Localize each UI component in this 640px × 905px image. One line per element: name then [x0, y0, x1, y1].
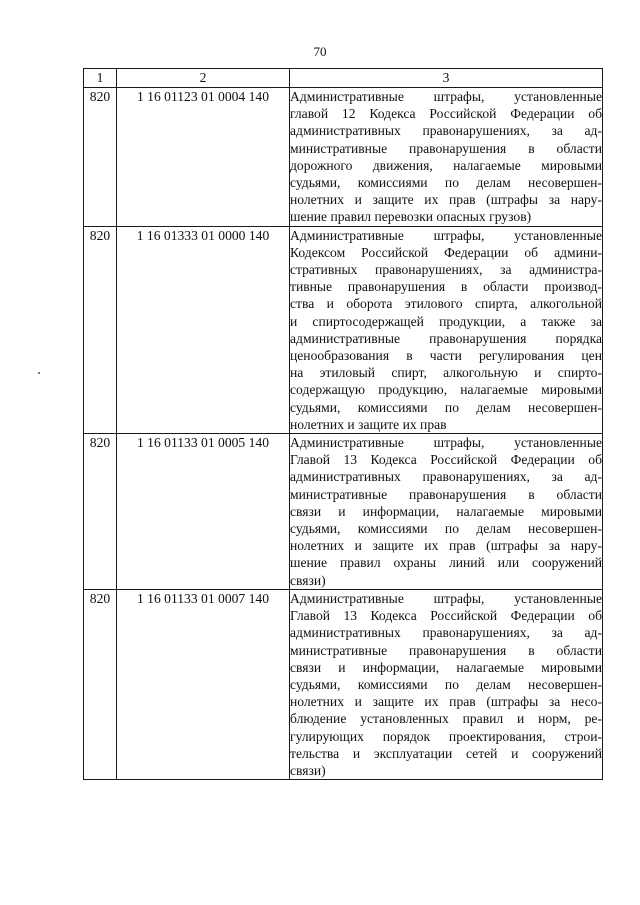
table-row: [84, 434, 603, 590]
description-line: ства и оборота этилового спирта, алкогольной: [290, 296, 602, 312]
description-line: Административные штрафы, установленные: [290, 89, 602, 104]
description-line: Административные штрафы, установленные: [290, 435, 602, 451]
description-line: Главой 13 Кодекса Российской Федерации об: [290, 452, 602, 468]
description-line: министративные правонарушения в области: [290, 642, 602, 658]
table-row: [84, 226, 603, 433]
code-admin: 820: [84, 226, 117, 433]
description-line: на этиловый спирт, алкогольную и спирто-: [290, 365, 602, 381]
description-line: министративные правонарушения в области: [290, 486, 602, 502]
description-line: Административные штрафы, установленные: [290, 227, 602, 243]
code-admin: 820: [84, 88, 117, 227]
description-line: административные правонарушения порядка: [290, 330, 602, 346]
description-line: судьями, комиссиями по делам несовершен-: [290, 175, 602, 191]
description-line: связи): [290, 762, 326, 778]
code-admin: 820: [84, 434, 117, 590]
description-line: гулирующих порядок проектирования, строи-: [290, 728, 602, 744]
description-line: дорожного движения, налагаемые мировыми: [290, 157, 602, 173]
description-line: главой 12 Кодекса Российской Федерации об: [290, 106, 602, 122]
header-cell-2: 2: [117, 69, 290, 88]
description-line: судьями, комиссиями по делам несовершен-: [290, 521, 602, 537]
table-row: [84, 589, 603, 779]
code-admin: 820: [84, 589, 117, 779]
table-row: [84, 88, 603, 227]
page-number: 70: [313, 44, 327, 59]
description-cell: [290, 88, 603, 227]
header-cell-3: 3: [290, 69, 603, 88]
description-line: судьями, комиссиями по делам несовершен-: [290, 676, 602, 692]
description-line: блюдение установленных правил и норм, ре-: [290, 711, 602, 727]
description-cell: [290, 589, 603, 779]
description-line: содержащую продукцию, налагаемые мировыми: [290, 382, 602, 398]
description-line: нолетних и защите их прав (штрафы за несо-: [290, 694, 602, 710]
description-line: министративные правонарушения в области: [290, 140, 602, 156]
header-cell-1: 1: [84, 69, 117, 88]
description-line: нолетних и защите их прав (штрафы за нару-: [290, 192, 602, 208]
description-cell: [290, 434, 603, 590]
description-line: связи): [290, 572, 326, 588]
budget-classification-code: 1 16 01333 01 0000 140: [117, 226, 290, 433]
description-line: связи и информации, налагаемые мировыми: [290, 659, 602, 675]
description-line: связи и информации, налагаемые мировыми: [290, 503, 602, 519]
description-line: административных правонарушениях, за ад-: [290, 123, 602, 139]
description-line: шение правил перевозки опасных грузов): [290, 209, 532, 225]
description-line: шение правил охраны линий или сооружений: [290, 555, 602, 571]
description-line: административных правонарушениях, за ад-: [290, 625, 602, 641]
description-line: Главой 13 Кодекса Российской Федерации об: [290, 608, 602, 624]
description-line: ценообразования в части регулирования цен: [290, 348, 602, 364]
description-line: тельства и эксплуатации сетей и сооружений: [290, 745, 602, 761]
description-line: административных правонарушениях, за ад-: [290, 469, 602, 485]
description-line: нолетних и защите их прав (штрафы за нару-: [290, 538, 602, 554]
description-line: и спиртосодержащей продукции, а также за: [290, 313, 602, 329]
description-line: стративных правонарушениях, за администра-: [290, 262, 602, 278]
description-line: Кодексом Российской Федерации об админи-: [290, 244, 602, 260]
description-line: судьями, комиссиями по делам несовершен-: [290, 399, 602, 415]
budget-classification-code: 1 16 01133 01 0005 140: [117, 434, 290, 590]
description-line: Административные штрафы, установленные: [290, 590, 602, 606]
description-line: тивные правонарушения в области производ-: [290, 279, 602, 295]
budget-classification-code: 1 16 01133 01 0007 140: [117, 589, 290, 779]
document-table: [83, 68, 603, 780]
description-cell: [290, 226, 603, 433]
description-line: нолетних и защите их прав: [290, 416, 447, 432]
budget-classification-code: 1 16 01123 01 0004 140: [117, 88, 290, 227]
header-row: [84, 69, 603, 88]
margin-mark: [38, 372, 40, 374]
